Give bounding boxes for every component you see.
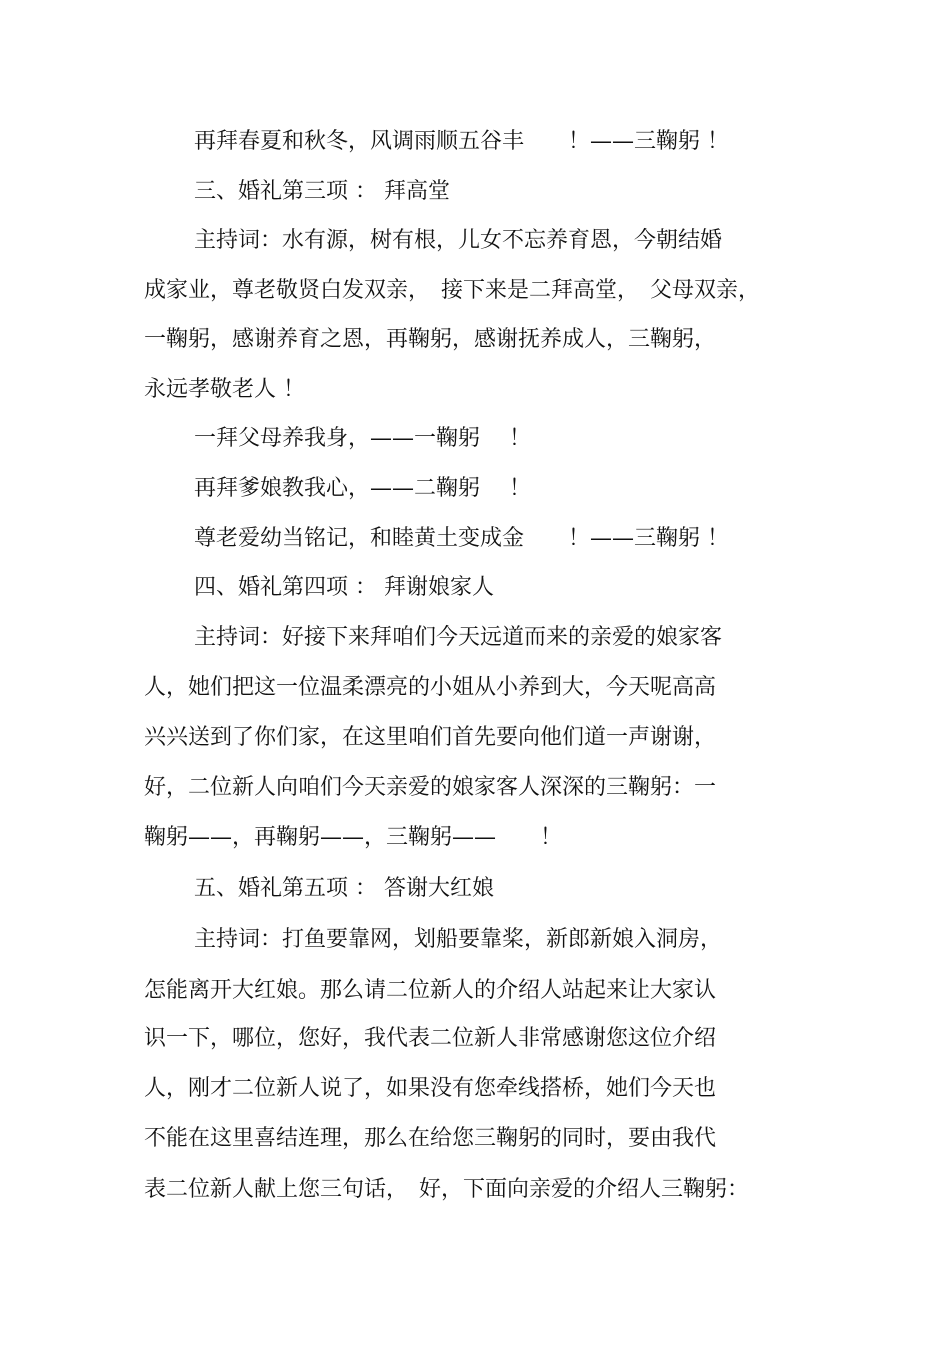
text-line: 主持词：好接下来拜咱们今天远道而来的亲爱的娘家客 [194, 625, 723, 650]
text-line: 一拜父母养我身，——一鞠躬 ！ [194, 426, 531, 451]
text-line: 怎能离开大红娘。那么请二位新人的介绍人站起来让大家认 [144, 978, 717, 1003]
text-line: 永远孝敬老人 ！ [144, 377, 305, 402]
text-line: 再拜春夏和秋冬，风调雨顺五谷丰 ！——三鞠躬 ！ [194, 129, 729, 154]
text-line: 尊老爱幼当铭记，和睦黄土变成金 ！——三鞠躬 ！ [194, 526, 729, 551]
text-line: 人，刚才二位新人说了，如果没有您牵线搭桥，她们今天也 [144, 1076, 717, 1101]
text-line: 再拜爹娘教我心，——二鞠躬 ！ [194, 476, 531, 501]
text-line: 表二位新人献上您三句话， 好，下面向亲爱的介绍人三鞠躬： [144, 1177, 750, 1202]
text-line: 主持词：打鱼要靠网，划船要靠桨，新郎新娘入洞房， [194, 927, 723, 952]
section-heading: 三、婚礼第三项 ： 拜高堂 [194, 179, 450, 204]
text-line: 兴兴送到了你们家，在这里咱们首先要向他们道一声谢谢， [144, 725, 717, 750]
text-line: 鞠躬——，再鞠躬——，三鞠躬—— ！ [144, 825, 563, 850]
section-heading: 五、婚礼第五项 ： 答谢大红娘 [194, 876, 494, 901]
text-line: 成家业，尊老敬贤白发双亲， 接下来是二拜高堂， 父母双亲， [144, 278, 761, 303]
text-line: 好，二位新人向咱们今天亲爱的娘家客人深深的三鞠躬：一 [144, 775, 717, 800]
text-line: 人，她们把这一位温柔漂亮的小姐从小养到大，今天呢高高 [144, 675, 717, 700]
section-heading: 四、婚礼第四项 ： 拜谢娘家人 [194, 575, 494, 600]
text-line: 主持词：水有源，树有根，儿女不忘养育恩，今朝结婚 [194, 228, 723, 253]
text-line: 识一下，哪位，您好，我代表二位新人非常感谢您这位介绍 [144, 1026, 717, 1051]
text-line: 一鞠躬，感谢养育之恩，再鞠躬，感谢抚养成人，三鞠躬， [144, 327, 717, 352]
text-line: 不能在这里喜结连理，那么在给您三鞠躬的同时，要由我代 [144, 1126, 717, 1151]
